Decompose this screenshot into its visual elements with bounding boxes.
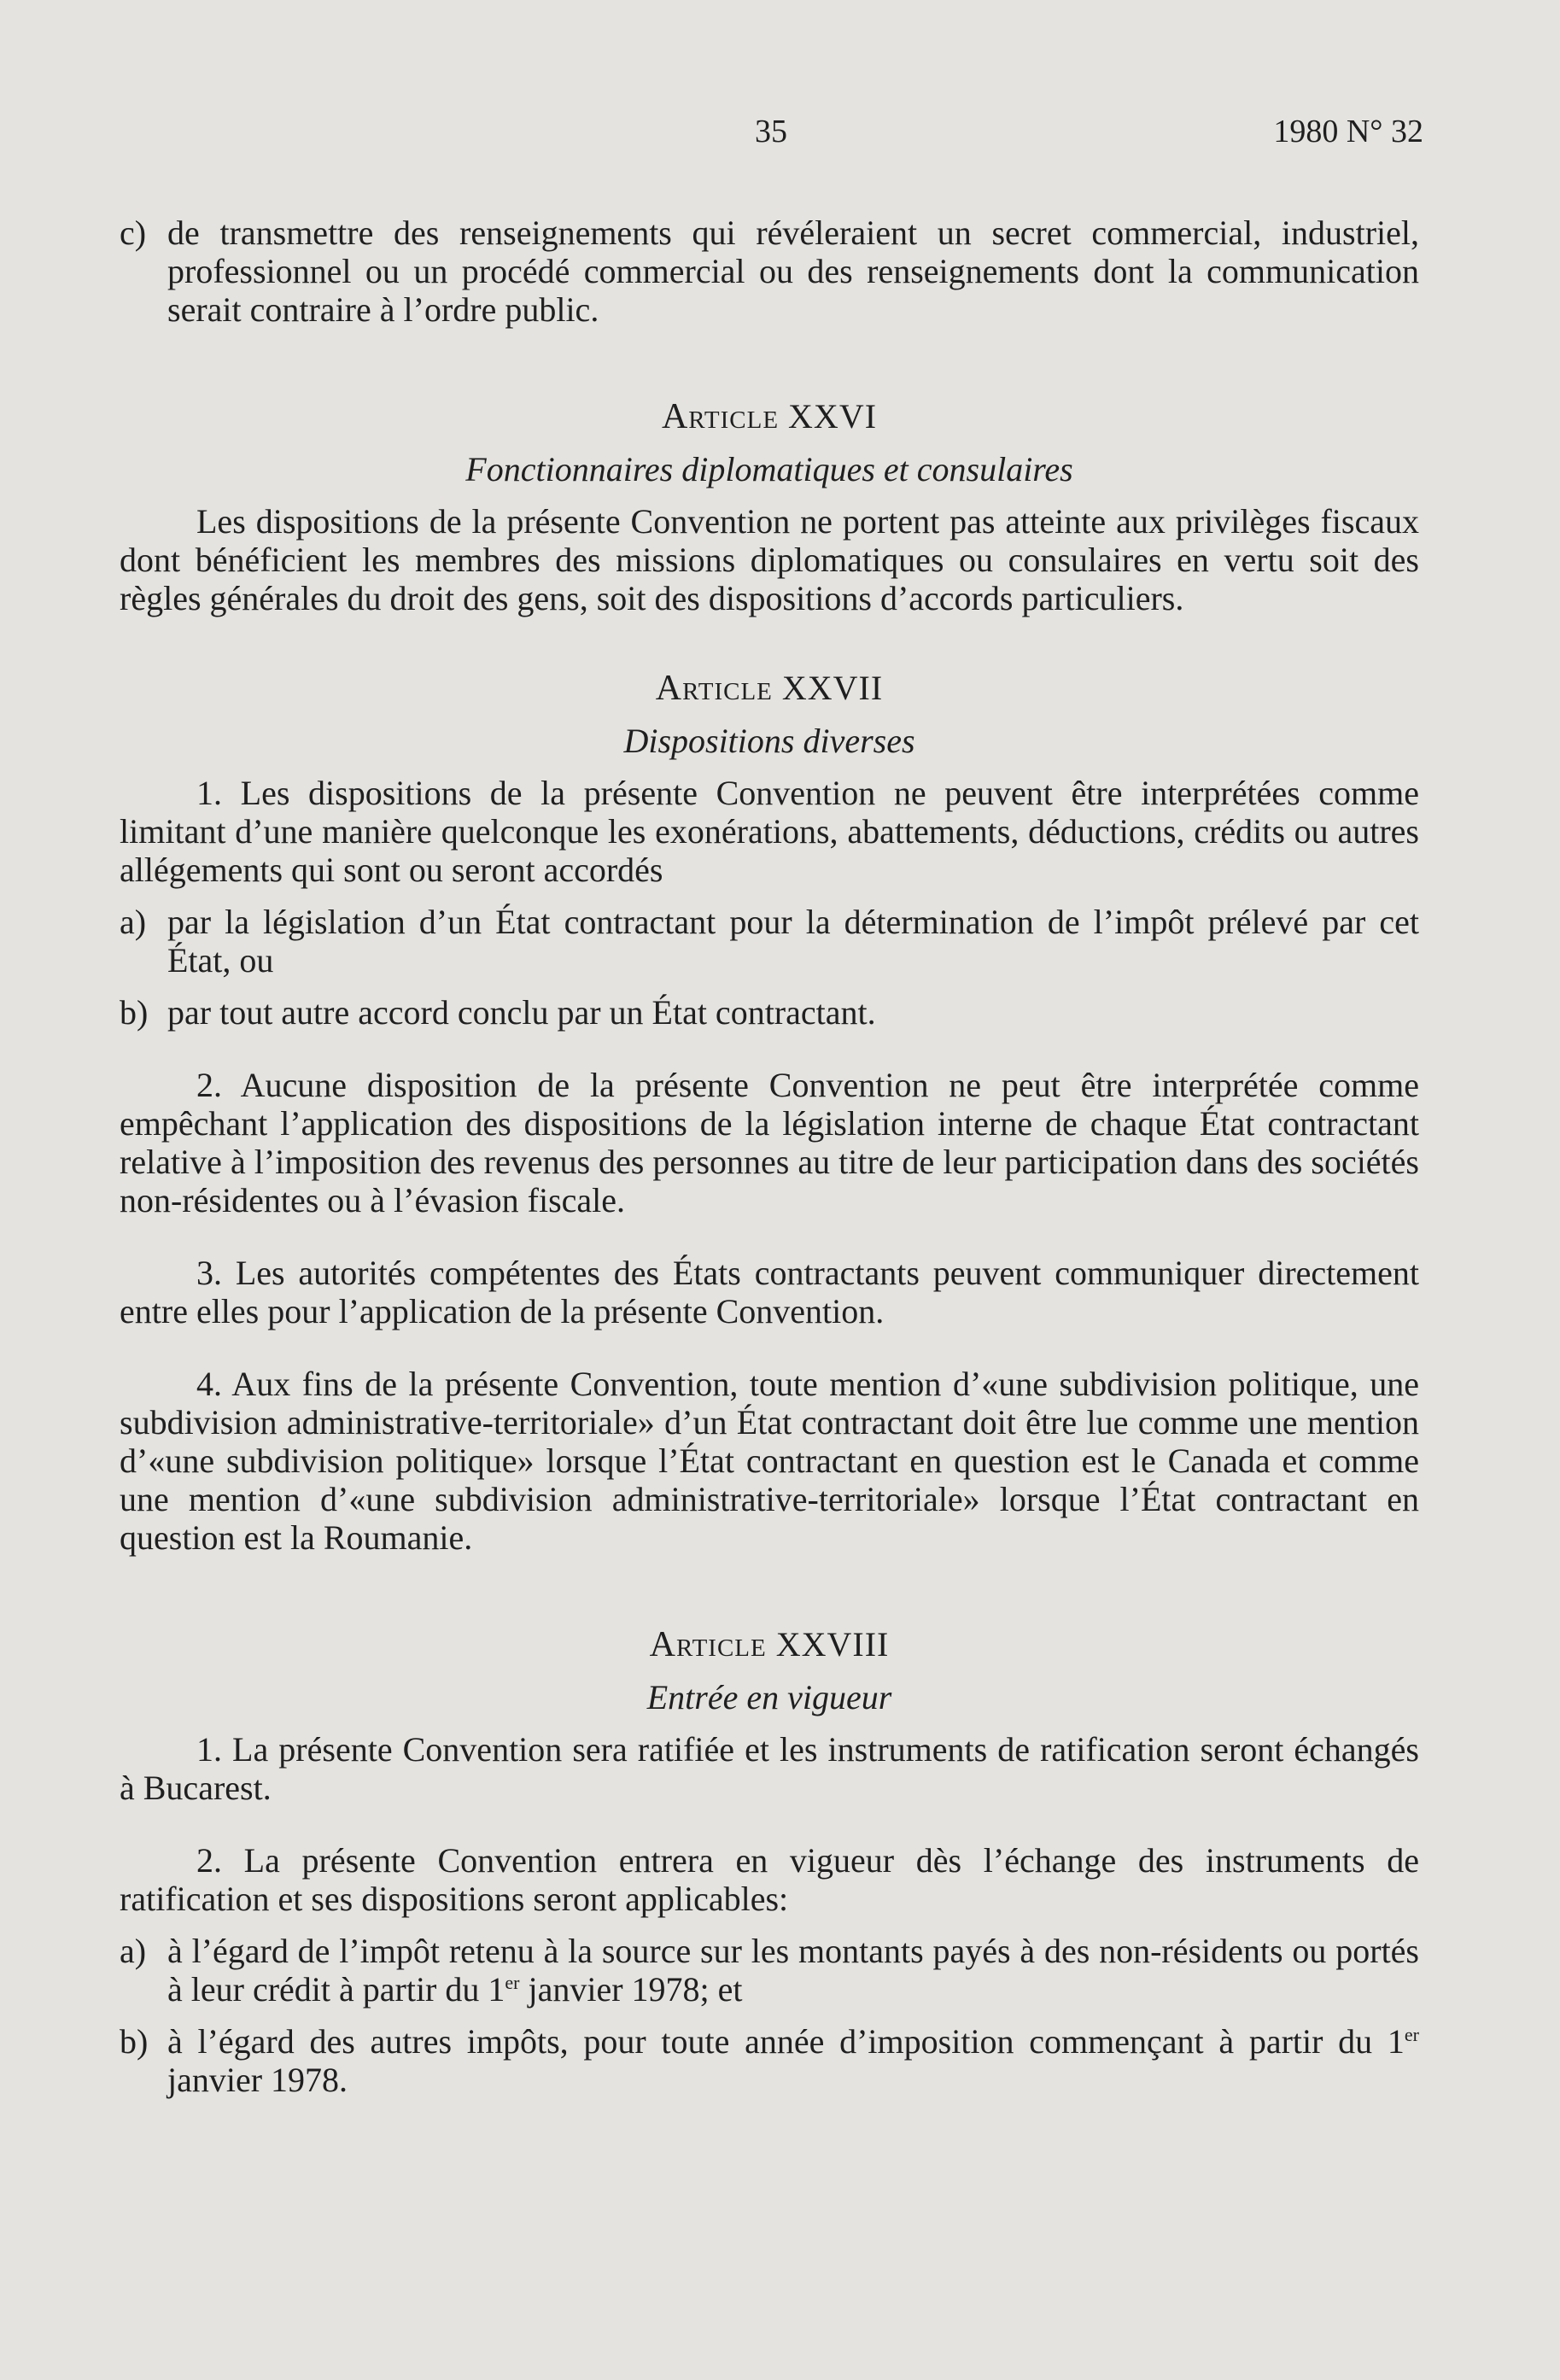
page-body — [120, 213, 1419, 2099]
item-label: a) — [120, 903, 147, 941]
item-label: c) — [120, 213, 147, 252]
list-item-b — [120, 2022, 1419, 2099]
article-26-heading: Article XXVI — [661, 397, 878, 436]
article-26-title: Fonctionnaires diplomatiques et consulaires — [465, 450, 1073, 488]
article-27-paragraph-1: 1. Les dispositions de la présente Convention ne peuvent être interprétées comme limitant d’une manière quelconque les exonérations, abattements, déductions, crédits ou autres allégements qui sont ou seront accordés — [120, 774, 1419, 889]
gazette-reference: 1980 N° 32 — [1273, 114, 1423, 149]
item-text: à l’égard de l’impôt retenu à la source sur les montants payés à des non-résidents ou portés à leur crédit à partir du 1er janvier 1978; et — [167, 1932, 1419, 2009]
page-header — [0, 113, 1560, 155]
list-item-a — [120, 1932, 1419, 2009]
article-27-paragraph-2: 2. Aucune disposition de la présente Convention ne peut être interprétée comme empêchant l’application des dispositions de la législation interne de chaque État contractant relative à l’imposition des revenus des personnes au titre de leur participation dans des sociétés non-résidentes ou à l’évasion fiscale. — [120, 1066, 1419, 1219]
article-26-body: Les dispositions de la présente Convention ne portent pas atteinte aux privilèges fiscaux dont bénéficient les membres des missions diplomatiques ou consulaires en vertu soit des règles générales du droit des gens, soit des dispositions d’accords particuliers. — [120, 502, 1419, 617]
page-number: 35 — [755, 114, 787, 149]
article-27-heading: Article XXVII — [655, 669, 884, 708]
item-text: par la législation d’un État contractant pour la détermination de l’impôt prélevé par cet État, ou — [167, 903, 1419, 979]
article-27-title: Dispositions diverses — [623, 722, 915, 760]
article-28-heading: Article XXVIII — [649, 1625, 890, 1664]
item-text: de transmettre des renseignements qui révéleraient un secret commercial, industriel, professionnel ou un procédé commercial ou des renseignements dont la communication serait contraire à l’ordre public. — [167, 213, 1419, 329]
item-label: b) — [120, 993, 149, 1032]
item-text: à l’égard des autres impôts, pour toute année d’imposition commençant à partir du 1er janvier 1978. — [167, 2022, 1419, 2099]
item-label: b) — [120, 2022, 149, 2061]
article-28-title: Entrée en vigueur — [646, 1678, 892, 1716]
article-27-paragraph-4: 4. Aux fins de la présente Convention, toute mention d’«une subdivision politique, une subdivision administrative-territoriale» d’un État contractant doit être lue comme une mention d’«une subdivision politique» lorsque l’État contractant en question est le Canada et comme une mention d’«une subdivision administrative-territoriale» lorsque l’État contractant en question est la Roumanie. — [120, 1365, 1419, 1557]
list-item-c — [120, 213, 1419, 329]
list-item-b — [120, 993, 1419, 1032]
article-28-paragraph-1: 1. La présente Convention sera ratifiée et les instruments de ratification seront échangés à Bucarest. — [120, 1730, 1419, 1807]
article-27-paragraph-3: 3. Les autorités compétentes des États contractants peuvent communiquer directement entre elles pour l’application de la présente Convention. — [120, 1254, 1419, 1330]
item-label: a) — [120, 1932, 147, 1970]
list-item-a — [120, 903, 1419, 979]
article-28-paragraph-2: 2. La présente Convention entrera en vigueur dès l’échange des instruments de ratification et ses dispositions seront applicables: — [120, 1841, 1419, 1918]
item-text: par tout autre accord conclu par un État contractant. — [167, 993, 876, 1032]
